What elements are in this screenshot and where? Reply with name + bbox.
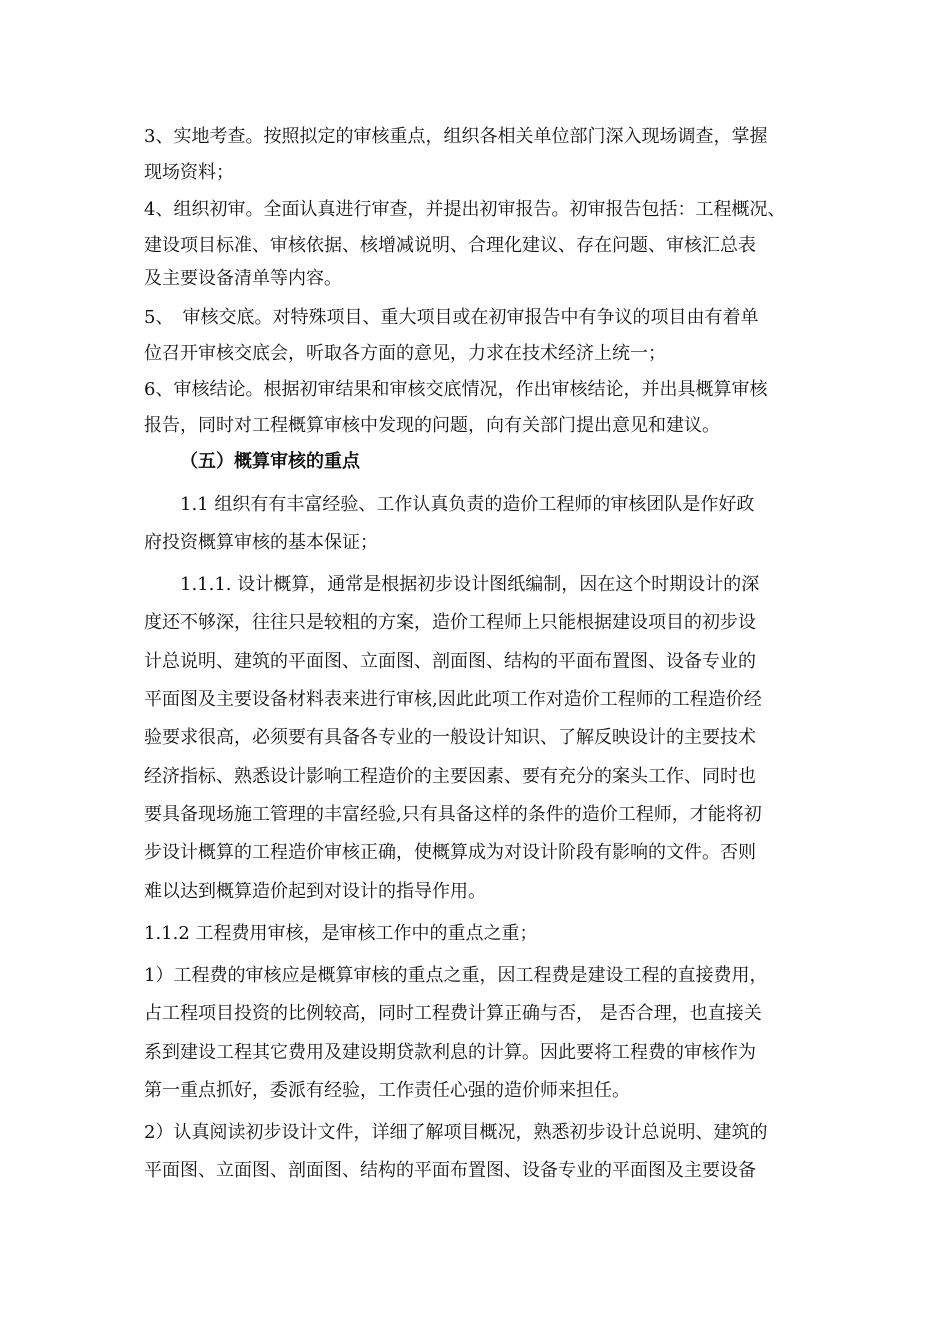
text-line: 验要求很高，必须要有具备各专业的一般设计知识、了解反映设计的主要技术	[144, 727, 756, 748]
text-line: 建设项目标准、审核依据、核增减说明、合理化建议、存在问题、审核汇总表	[144, 235, 756, 256]
text-line: 平面图及主要设备材料表来进行审核,因此此项工作对造价工程师的工程造价经	[144, 689, 762, 710]
text-line: 报告，同时对工程概算审核中发现的问题，向有关部门提出意见和建议。	[144, 415, 720, 436]
text-line: 平面图、立面图、剖面图、结构的平面布置图、设备专业的平面图及主要设备	[144, 1160, 756, 1181]
text-line: 1.1 组织有有丰富经验、工作认真负责的造价工程师的审核团队是作好政	[180, 494, 755, 515]
text-line: 1）工程费的审核应是概算审核的重点之重，因工程费是建设工程的直接费用，	[144, 965, 768, 986]
text-line: 1.1.1. 设计概算，通常是根据初步设计图纸编制，因在这个时期设计的深	[180, 574, 760, 595]
text-line: 第一重点抓好，委派有经验，工作责任心强的造价师来担任。	[144, 1080, 630, 1101]
text-line: 要具备现场施工管理的丰富经验,只有具备这样的条件的造价工程师，才能将初	[144, 804, 762, 825]
text-line: 步设计概算的工程造价审核正确，使概算成为对设计阶段有影响的文件。否则	[144, 842, 756, 863]
text-line: 2）认真阅读初步设计文件，详细了解项目概况，熟悉初步设计总说明、建筑的	[144, 1122, 768, 1143]
text-line: 府投资概算审核的基本保证；	[144, 532, 378, 553]
text-line: 3、实地考查。按照拟定的审核重点，组织各相关单位部门深入现场调查，掌握	[144, 126, 768, 147]
text-line: 6、审核结论。根据初审结果和审核交底情况，作出审核结论，并出具概算审核	[144, 379, 768, 400]
text-line: 5、 审核交底。对特殊项目、重大项目或在初审报告中有争议的项目由有着单	[144, 307, 759, 328]
text-line: 及主要设备清单等内容。	[144, 268, 342, 289]
text-line: 系到建设工程其它费用及建设期贷款利息的计算。因此要将工程费的审核作为	[144, 1042, 756, 1063]
text-line: 位召开审核交底会，听取各方面的意见，力求在技术经济上统一；	[144, 343, 666, 364]
text-line: 计总说明、建筑的平面图、立面图、剖面图、结构的平面布置图、设备专业的	[144, 651, 756, 672]
text-line: 4、组织初审。全面认真进行审查，并提出初审报告。初审报告包括：工程概况、	[144, 199, 786, 220]
text-line: 经济指标、熟悉设计影响工程造价的主要因素、要有充分的案头工作、同时也	[144, 766, 756, 787]
text-line: 度还不够深，往往只是较粗的方案，造价工程师上只能根据建设项目的初步设	[144, 612, 756, 633]
text-line: 现场资料；	[144, 162, 234, 183]
text-line: 1.1.2 工程费用审核，是审核工作中的重点之重；	[144, 923, 538, 944]
text-line: 难以达到概算造价起到对设计的指导作用。	[144, 881, 486, 902]
text-line: 占工程项目投资的比例较高，同时工程费计算正确与否， 是否合理，也直接关	[144, 1003, 762, 1024]
section-heading: （五）概算审核的重点	[180, 451, 360, 472]
